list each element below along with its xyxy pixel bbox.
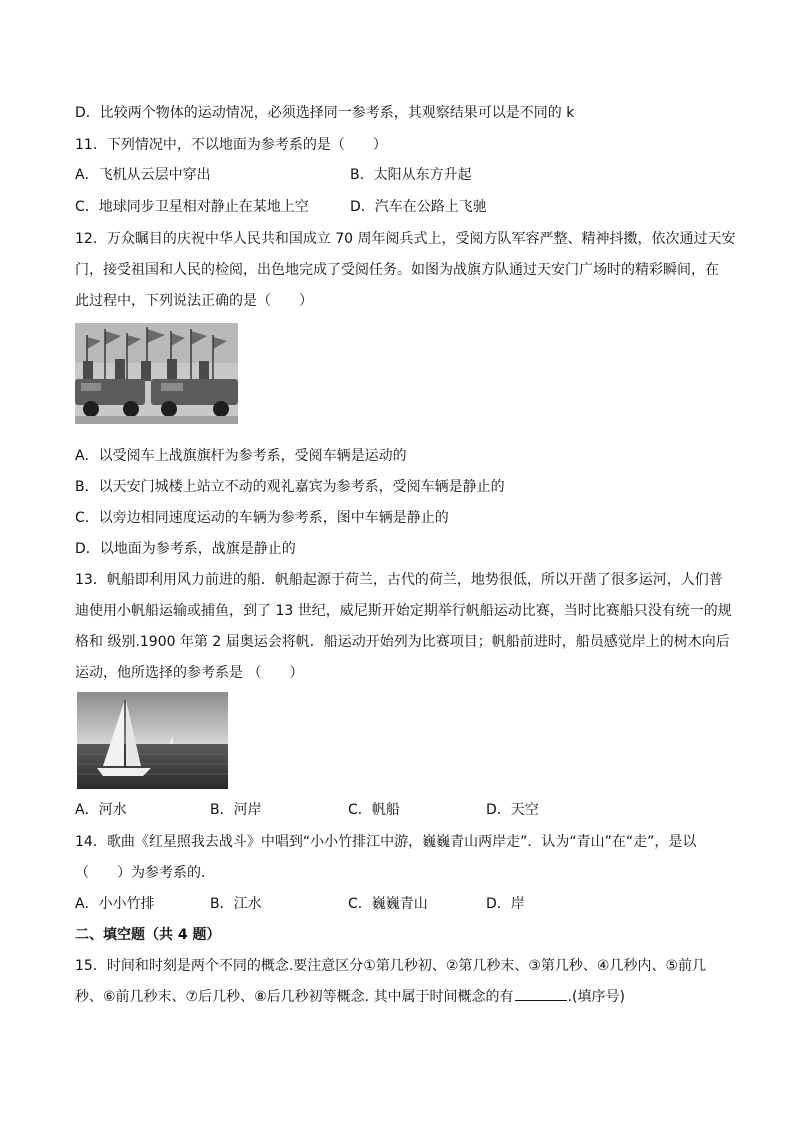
section-heading-fill-in: 二、填空题（共 4 题） [75, 927, 221, 943]
q13-stem-line-3: 格和 级别.1900 年第 2 届奥运会将帆．船运动开始列为比赛项目；帆船前进时，船员感觉岸上的树木向后 [75, 634, 730, 650]
q15-stem-text: 秒、⑥前几秒末、⑦后几秒、⑧后几秒初等概念. 其中属于时间概念的有 [75, 989, 514, 1005]
sailboat-photo [77, 692, 228, 789]
q12-option-b: B．以天安门城楼上站立不动的观礼嘉宾为参考系，受阅车辆是静止的 [75, 479, 505, 495]
q14-option-c: C．巍巍青山 [348, 896, 428, 912]
q12-stem-line-2: 门，接受祖国和人民的检阅，出色地完成了受阅任务。如图为战旗方队通过天安门广场时的精彩瞬间，在 [75, 262, 719, 278]
q13-stem-line-4: 运动，他所选择的参考系是 （ ） [75, 665, 304, 681]
q11-stem: 11．下列情况中，不以地面为参考系的是（ ） [75, 137, 387, 153]
q11-option-c: C．地球同步卫星相对静止在某地上空 [75, 199, 309, 215]
q13-option-d: D．天空 [486, 802, 539, 818]
q14-stem-line-1: 14．歌曲《红星照我去战斗》中唱到“小小竹排江中游，巍巍青山两岸走”．认为“青山”在“走”，是以 [75, 834, 697, 850]
q12-stem-line-3: 此过程中，下列说法正确的是（ ） [75, 293, 313, 309]
q12-option-d: D．以地面为参考系，战旗是静止的 [75, 541, 296, 557]
q11-option-d: D．汽车在公路上飞驰 [350, 199, 487, 215]
q12-stem-line-1: 12．万众瞩目的庆祝中华人民共和国成立 70 周年阅兵式上，受阅方队军容严整、精神抖擞，依次通过天安 [75, 231, 736, 247]
q11-option-a: A．飞机从云层中穿出 [75, 167, 211, 183]
answer-blank[interactable] [515, 988, 567, 1001]
q12-option-c: C．以旁边相同速度运动的车辆为参考系，图中车辆是静止的 [75, 510, 449, 526]
q15-stem-line-2 [75, 988, 625, 1006]
q15-stem-suffix: .(填序号) [567, 989, 625, 1005]
q13-option-c: C．帆船 [348, 802, 400, 818]
q15-stem-line-1: 15．时间和时刻是两个不同的概念.要注意区分①第几秒初、②第几秒末、③第几秒、④几秒内、⑤前几 [75, 958, 707, 974]
q13-option-b: B．河岸 [210, 802, 262, 818]
q14-option-a: A．小小竹排 [75, 896, 155, 912]
q14-option-b: B．江水 [210, 896, 262, 912]
q13-option-a: A．河水 [75, 802, 127, 818]
parade-photo [75, 323, 238, 424]
q10-option-d: D．比较两个物体的运动情况，必须选择同一参考系，其观察结果可以是不同的 k [75, 105, 575, 121]
q13-stem-line-2: 迪使用小帆船运输或捕鱼，到了 13 世纪，威尼斯开始定期举行帆船运动比赛，当时比赛船只没有统一的规 [75, 603, 732, 619]
q14-stem-line-2: （ ）为参考系的． [75, 865, 215, 881]
q11-option-b: B．太阳从东方升起 [350, 167, 472, 183]
q13-stem-line-1: 13．帆船即利用风力前进的船．帆船起源于荷兰，古代的荷兰，地势很低，所以开凿了很多运河，人们普 [75, 572, 723, 588]
q14-option-d: D．岸 [486, 896, 525, 912]
q12-option-a: A．以受阅车上战旗旗杆为参考系，受阅车辆是运动的 [75, 448, 407, 464]
